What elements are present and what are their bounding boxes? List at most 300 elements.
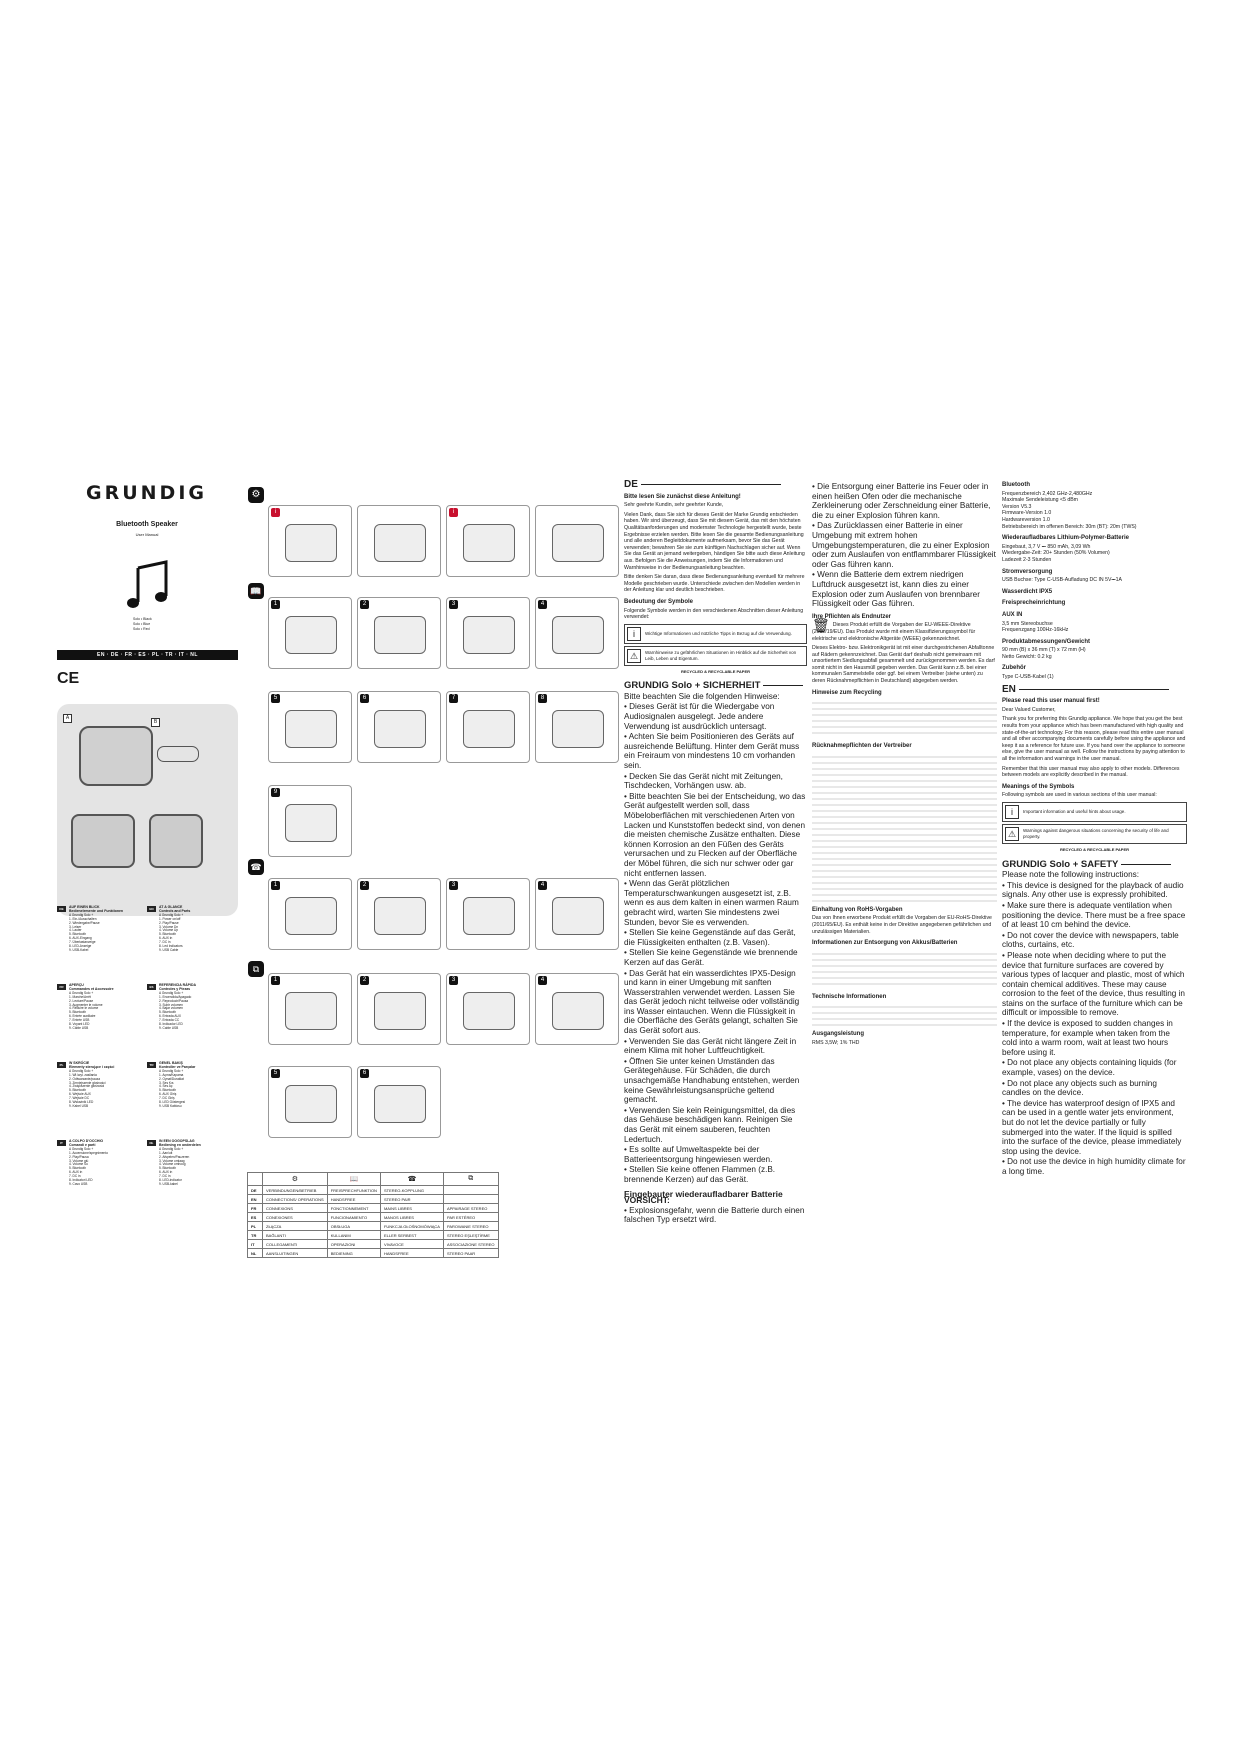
spec-aux-list — [1002, 621, 1187, 634]
en-column — [1002, 482, 1187, 1178]
speaker-illustration — [552, 710, 604, 748]
ce-mark: CE — [57, 670, 80, 687]
speaker-back-illustration — [149, 814, 203, 868]
toc-flag: ES — [147, 984, 156, 990]
conn-cell: KULLANIM — [327, 1231, 380, 1240]
toc-subtitle: Controls and Parts — [159, 908, 191, 913]
conn-row — [248, 1213, 499, 1222]
toc-item: A Grundig Solo + — [159, 990, 184, 995]
conn-cell: ZŁĄCZA — [263, 1222, 328, 1231]
product-title: Bluetooth Speaker — [116, 521, 178, 528]
toc-item: 2. Wiedergabe/Pause — [69, 920, 100, 925]
conn-lang: ES — [248, 1213, 263, 1222]
toc-item: 7. DC Giriş — [159, 1096, 175, 1101]
toc-title: AT A GLANCE — [159, 905, 183, 909]
en-intro: Thank you for preferring this Grundig appliance. We hope that you get the best results from your appliance which has been manufactured with high quality and state-of-the-art technology. For this reason, please read this entire user manual and all other accompanying documents carefully before using the appliance and keep it as a reference for future use. If you hand over the appliance to someone else, give the user manual as well. Follow the instructions by paying attention to all the information and warnings in the user manual. — [1002, 716, 1186, 762]
toc-item: A Grundig Solo + — [69, 912, 94, 917]
de-safety-item: • Bitte beachten Sie bei der Entscheidung, wo das Gerät aufgestellt werden soll, dass Möbeloberflächen mit verschiedenen Arten von Lacken und Kunststoffen bedeckt sind, von denen die meisten chemische Zusätze enthalten. Diese können Korrosion an den Füßen des Geräts verursachen und zu Flecken auf der Oberfläche der Möbel führen, die sich nur schwer oder gar nicht entfernen lassen. — [624, 791, 806, 878]
step-panel — [357, 878, 441, 950]
spec-battery-heading: Wiederaufladbares Lithium-Polymer-Batterie — [1002, 535, 1129, 542]
toc-item: 5. Bluetooth — [69, 1088, 87, 1093]
conn-cell: CONNECTIONS/ OPERATIONS — [263, 1195, 328, 1204]
toc-item: 8. Wskaźnik LED — [69, 1100, 94, 1105]
toc-item: 8. Led Indicators — [159, 944, 183, 949]
de-safety-item: • Wenn das Gerät plötzlichen Temperaturschwankungen ausgesetzt ist, z.B. wenn es aus dem kalten in einen warmen Raum gebracht wird, warten Sie mindestens zwei Stunden, bevor Sie es verwenden. — [624, 879, 799, 927]
toc-block-tr — [147, 1062, 235, 1109]
section-icon-handsfree: ☎ — [248, 859, 264, 875]
spec-dim-list — [1002, 647, 1187, 660]
step-panel — [268, 785, 352, 857]
conn-row — [248, 1249, 499, 1258]
toc-item: 6. AUX-Eingang — [69, 936, 92, 941]
connections-table — [247, 1172, 499, 1258]
step-number: 2 — [360, 881, 369, 890]
speaker-illustration — [552, 897, 604, 935]
toc-flag: PL — [57, 1062, 66, 1068]
en-safety-item: • The device has waterproof design of IPX5 and can be used in a gentle water jets environment, but do not let the device partially or fully submerged into the water. If the liquid is spilled into the surface of the device, please immediately stop using the device. — [1002, 1098, 1182, 1156]
toc-item: 9. Cavo USB — [69, 1181, 88, 1186]
speaker-illustration — [552, 992, 604, 1030]
section-icon-book: 📖 — [248, 583, 264, 599]
conn-cell: BEDIENING — [327, 1249, 380, 1258]
spec-bt-heading: Bluetooth — [1002, 482, 1030, 488]
en-warning-box: ⚠ Warnings against dangerous situations concerning the security of life and property. — [1002, 824, 1187, 844]
spec-acc-heading: Zubehör — [1002, 665, 1026, 672]
conn-cell: STEREO-KOPPLUNG — [380, 1186, 443, 1195]
de-safety-item: • Verwenden Sie das Gerät nicht längere Zeit in einem Klima mit hoher Luftfeuchtigkeit. — [624, 1036, 797, 1056]
brand-logo: GRUNDIG — [86, 482, 207, 504]
de-duties-heading: Ihre Pflichten als Endnutzer — [812, 613, 892, 620]
toc-item: 1. Aan/uit — [159, 1150, 173, 1155]
spec-bt-list — [1002, 491, 1187, 531]
en-recycled-badge: RECYCLED & RECYCLABLE PAPER — [1059, 846, 1130, 852]
toc-item: 9. Kabel USB — [69, 1103, 89, 1108]
conn-lang: PL — [248, 1222, 263, 1231]
step-panel — [535, 878, 619, 950]
toc-item: 5. Bluetooth — [159, 1166, 177, 1171]
de-lang-header: DE — [624, 482, 807, 489]
step-number: 8 — [538, 694, 547, 703]
conn-row — [248, 1231, 499, 1240]
toc-item: 5. Bluetooth — [159, 1088, 177, 1093]
conn-cell: CONEXIONES — [263, 1213, 328, 1222]
toc-item: 3. Subir volumen — [159, 1002, 183, 1007]
de-intro: Vielen Dank, dass Sie sich für dieses Gerät der Marke Grundig entschieden haben. Wir sind überzeugt, dass Sie mit diesem Gerät, das mit den höchsten Qualitätsanforderungen und modernster Technologie hergestellt wurde, beste Ergebnisse erzielen werden. Bitte lesen Sie die gesamte Bedienungsanleitung und alle anderen Begleitdokumente aufmerksam, bevor Sie das Gerät verwenden; bewahren Sie sie zum künftigen Nachschlagen sicher auf. Wenn Sie das Gerät an jemand weitergeben, händigen Sie bitte auch diese Anleitung aus. Befolgen Sie die Anweisungen, indem Sie die Informationen und Warnhinweise in der Bedienungsanleitung beachten. — [624, 511, 805, 571]
toc-title: IN EEN OOGOPSLAG — [159, 1139, 195, 1143]
info-icon: i — [1005, 805, 1019, 819]
conn-cell: FONCTIONNEMENT — [327, 1204, 380, 1213]
spec-dim-item: Netto Gewicht: 0.2 kg — [1002, 653, 1052, 660]
toc-title: AUF EINEN BLICK — [69, 905, 100, 909]
step-number: 6 — [360, 694, 369, 703]
en-symbols-heading: Meanings of the Symbols — [1002, 783, 1075, 790]
language-bar: EN · DE · FR · ES · PL · TR · IT · NL — [57, 650, 238, 660]
spec-battery-list — [1002, 544, 1187, 564]
toc-item: 3. Volume giù — [69, 1158, 89, 1163]
toc-flag: EN — [147, 906, 156, 912]
de-recycling-heading: Hinweise zum Recycling — [812, 689, 882, 696]
toc-item: 1. Power on/off — [159, 916, 181, 921]
de-warning-box: ⚠ Warnhinweise zu gefährlichen Situationen im Hinblick auf die Sicherheit von Leib, Leben und Eigentum. — [624, 646, 807, 666]
step-number: 2 — [360, 600, 369, 609]
toc-item: 8. LED-Anzeige — [69, 944, 92, 949]
warning-icon: ⚠ — [627, 649, 641, 663]
toc-item: A Grundig Solo + — [159, 1068, 184, 1073]
step-panel — [535, 973, 619, 1045]
manual-label: User Manual — [135, 532, 159, 537]
toc-subtitle: Bediening en onderdelen — [159, 1142, 201, 1147]
color-variants — [133, 617, 152, 632]
step-number: 1 — [271, 976, 280, 985]
conn-cell: MAINS LIBRES — [380, 1204, 443, 1213]
toc-item: 6. AUX in — [159, 936, 173, 941]
de-safety-item: • Das Gerät hat ein wasserdichtes IPX5-Design und kann in einer Umgebung mit sanften Wasserstrahlen verwendet werden. Lassen Sie das Gerät jedoch nicht teilweise oder vollständig ins Wasser eintauchen. Wenn die Flüssigkeit in die Oberfläche des Geräts gelangt, schalten Sie das Gerät sofort aus. — [624, 968, 800, 1036]
conn-row — [248, 1195, 499, 1204]
toc-item: 9. USB Kablosu — [159, 1103, 182, 1108]
section-icon-stereo: ⧉ — [248, 961, 264, 977]
step-panel — [446, 505, 530, 577]
toc-item: 5. Bluetooth — [69, 1010, 87, 1015]
toc-item: 3. Augmenter le volume — [69, 1002, 103, 1007]
toc-subtitle: Kontroller ve Parçalar — [159, 1064, 196, 1069]
toc-item: 8. LED-indicator — [159, 1178, 182, 1183]
color-black: Solo • Black — [133, 617, 152, 621]
spec-acc: Type C-USB-Kabel (1) — [1002, 674, 1054, 681]
conn-row — [248, 1222, 499, 1231]
de-column-2 — [812, 482, 997, 1050]
toc-item: 4. Bajar volumen — [159, 1006, 183, 1011]
speaker-illustration — [374, 897, 426, 935]
step-number: 7 — [449, 694, 458, 703]
step-panel — [268, 878, 352, 950]
de-weee2: Dieses Elektro- bzw. Elektronikgerät ist mit einer durchgestrichenen Abfalltonne auf Rädern gekennzeichnet. Das Gerät darf deshalb nicht gemeinsam mit unsortiertem Siedlungsabfall gesammelt und zurückgenommen werden. Es darf somit nicht in den Hausmüll gegeben werden. Das Gerät kann z.B. bei einer kommunalen Sammelstelle oder ggf. bei einem Vertreiber (siehe unten) zu deren Rücknahmepflichten in Deutschland) abgegeben werden. — [812, 645, 995, 685]
step-panel — [357, 505, 441, 577]
spec-bt-item: Version V5.3 — [1002, 503, 1032, 510]
toc-item: 8. Voyant LED — [69, 1022, 90, 1027]
speaker-illustration — [374, 992, 426, 1030]
toc-item: 4. Volume Up — [159, 928, 179, 933]
toc-subtitle: Elementy sterujące i części — [69, 1064, 115, 1069]
toc-item: 6. AUX in — [69, 1170, 83, 1175]
de-safety-list: Bitte beachten Sie die folgenden Hinweise: • Dieses Gerät ist für die Wiedergabe von Audiosignalen ausgelegt. Jede andere Verwendung ist ausdrücklich untersagt. • Achten Sie beim Positionieren des Geräts auf ausreichende Belüftung. Hinter dem Gerät muss ein Freiraum von mindestens 10 cm vorhanden sein. • Decken Sie das Gerät nicht mit Zeitungen, Tischdecken, Vorhängen usw. ab. • Bitte beachten Sie bei der Entscheidung, wo das Gerät aufgestellt werden soll, dass Möbeloberflächen mit verschiedenen Arten von Lacken und Kunststoffen bedeckt sind, von denen die meisten chemische Zusätze enthalten. Diese können Korrosion an den Füßen des Geräts verursachen und zu Flecken auf der Oberfläche der Möbel führen, die sich nur schwer oder gar nicht entfernen lassen. • Wenn das Gerät plötzlichen Temperaturschwankungen ausgesetzt ist, z.B. wenn es aus dem kalten in einen warmen Raum gebracht wird, warten Sie mindestens zwei Stunden, bevor Sie es verwenden. • Stellen Sie keine Gegenstände auf das Gerät, die Flüssigkeiten enthalten (z.B. Vasen). • Stellen Sie keine Gegenstände wie brennende Kerzen auf das Gerät. • Das Gerät hat ein wasserdichtes IPX5-Design und kann in einer Umgebung mit sanften Wasserstrahlen verwendet werden. Lassen Sie das Gerät jedoch nicht teilweise oder vollständig ins Wasser eintauchen. Wenn die Flüssigkeit in die Oberfläche des Geräts gelangt, schalten Sie das Gerät sofort aus. • Verwenden Sie das Gerät nicht längere Zeit in einem Klima mit hoher Luftfeuchtigkeit. • Öffnen Sie unter keinen Umständen das Gerätegehäuse. Für Schäden, die durch unsachgemäße Handhabung entstehen, werden keine Gewährleistungsansprüche geltend gemacht. • Verwenden Sie kein Reinigungsmittel, da dies das Gehäuse beschädigen kann. Reinigen Sie das Gerät mit einem sauberen, feuchten Ledertuch. • Es sollte auf Umweltaspekte bei der Batterieentsorgung hingewiesen werden. • Stellen Sie keine offenen Flammen (z.B. brennende Kerzen) auf das Gerät. — [624, 691, 806, 1184]
conn-cell: OBSŁUGA — [327, 1222, 380, 1231]
step-number: 4 — [538, 600, 547, 609]
toc-item: 4. Volume omhoog — [159, 1162, 186, 1167]
toc-item: 6. Entrée auxiliaire — [69, 1014, 96, 1019]
weee-bin-icon: 🗑 — [812, 617, 830, 634]
spec-dim-heading: Produktabmessungen/Gewicht — [1002, 638, 1091, 645]
toc-block-de — [57, 906, 145, 953]
toc-item: 8. Indicador LED — [159, 1022, 183, 1027]
info-icon: i — [627, 627, 641, 641]
de-safety-item: • Stellen Sie keine offenen Flammen (z.B. brennende Kerzen) auf das Gerät. — [624, 1165, 776, 1184]
step-panel — [535, 597, 619, 669]
step-panel — [357, 597, 441, 669]
speaker-illustration — [285, 1085, 337, 1123]
speaker-illustration — [79, 726, 153, 786]
spec-bt-item: Maximale Sendeleistung <5 dBm — [1002, 497, 1078, 504]
en-safety-item: • Do not place any objects containing liquids (for example, vases) on the device. — [1002, 1058, 1177, 1078]
toc-item: 3. Volume Dn — [159, 924, 179, 929]
toc-item: 4. Zwiększenie głośności — [69, 1084, 105, 1089]
toc-item: 7. Wejście DC — [69, 1096, 90, 1101]
step-number: 1 — [271, 881, 280, 890]
step-number: 9 — [271, 788, 280, 797]
spec-bt-item: Firmware-Version 1.0 — [1002, 510, 1052, 517]
conn-cell: MANOS LIBRES — [380, 1213, 443, 1222]
de-symbols-heading: Bedeutung der Symbole — [624, 598, 694, 605]
toc-block-pl — [57, 1062, 145, 1109]
speaker-illustration — [463, 616, 515, 654]
toc-subtitle: Commandes et Accessoire — [69, 986, 114, 991]
toc-title: REFERENCIA RÁPIDA — [159, 983, 197, 987]
toc-subtitle: Comandi e parti — [69, 1142, 96, 1147]
section-icon-settings: ⚙ — [248, 487, 264, 503]
step-number: i — [271, 508, 280, 517]
toc-item: 6. Entrada AUX — [159, 1014, 181, 1019]
toc-title: A COLPO D'OCCHIO — [69, 1139, 104, 1143]
toc-item: 2. Reproducir/Pausa — [159, 998, 189, 1003]
step-panel — [268, 973, 352, 1045]
speaker-illustration — [285, 897, 337, 935]
en-safety-item: • Please note when deciding where to put the device that furniture surfaces are covered by various types of lacquer and plastic, most of which contain chemical additives. These may cause corrosion to the feet of the device, thus resulting in stains on the surface of the furniture which can be difficult or impossible to remove. — [1002, 950, 1185, 1018]
speaker-illustration — [463, 897, 515, 935]
toc-item: 2. Afspelen/Pauzeren — [159, 1154, 190, 1159]
step-panel — [446, 691, 530, 763]
toc-item: 7. Entrée USB — [69, 1018, 90, 1023]
step-number: 4 — [538, 976, 547, 985]
step-panel — [268, 505, 352, 577]
step-panel — [357, 1066, 441, 1138]
de-battinfo-text — [812, 949, 997, 989]
toc-item: 4. Réduire le volume — [69, 1006, 99, 1011]
en-symbols-intro: Following symbols are used in various sections of this user manual: — [1002, 792, 1157, 799]
toc-item: 5. Bluetooth — [159, 932, 177, 937]
speaker-illustration — [463, 710, 515, 748]
step-number: 3 — [449, 881, 458, 890]
de-safety-item: • Es sollte auf Umweltaspekte bei der Batterieentsorgung hingewiesen werden. — [624, 1145, 773, 1164]
toc-item: 5. Bluetooth — [159, 1010, 177, 1015]
de-battery-rest: • Die Entsorgung einer Batterie ins Feuer oder in einen heißen Ofen oder die mechanische Zerkleinerung oder Zerschneidung einer Batterie, die zu einer Explosion führen kann. • Das Zurücklassen einer Batterie in einer Umgebung mit extrem hohen Umgebungstemperaturen, die zu einer Explosion oder zum Auslaufen von entflammbarer Flüssigkeit oder Gas führen kann. • Wenn die Batterie dem extrem niedrigen Luftdruck ausgesetzt ist, kann dies zu einer Explosion oder zum Auslaufen von brennbarer Flüssigkeit oder Gas führen. — [812, 482, 996, 609]
de-battery-heading: Eingebauter wiederaufladbarer Batterie VORSICHT: — [624, 1188, 783, 1206]
en-greet: Dear Valued Customer, — [1002, 706, 1056, 713]
de-safety-item: • Verwenden Sie kein Reinigungsmittel, da dies das Gehäuse beschädigen kann. Reinigen Sie das Gerät mit einem sauberen, feuchten Ledertuch. — [624, 1105, 796, 1144]
spec-bt-item: Frequenzbereich 2,402 GHz-2,480GHz — [1002, 490, 1093, 497]
spec-aux-item: 3,5 mm Stereobuchse — [1002, 620, 1053, 627]
spec-aux-item: Frequenzgang 100Hz-16kHz — [1002, 627, 1069, 634]
step-number: 4 — [538, 881, 547, 890]
de-intro2: Bitte denken Sie daran, dass diese Bedienungsanleitung eventuell für mehrere Modelle geschrieben wurde. Unterschiede zwischen den Modellen werden in der Anleitung klar und deutlich beschrieben. — [624, 574, 805, 594]
toc-item: 3. Ses Kıs — [159, 1080, 174, 1085]
toc-subtitle: Bedienelemente und Funktionen — [69, 908, 124, 913]
en-safety-item: • If the device is exposed to sudden changes in temperature, for example when taken from the cold into a warm room, wait at least two hours before using it. — [1002, 1019, 1173, 1057]
toc-item: 8. Indicatori LED — [69, 1178, 93, 1183]
toc-item: 4. Lauter — [69, 928, 82, 933]
conn-cell: BAĞLANTI — [263, 1231, 328, 1240]
conn-cell: STEREO PAIR — [380, 1195, 443, 1204]
toc-item: 4. Ses Aç — [159, 1084, 173, 1089]
toc-item: 6. Wejście AUX — [69, 1092, 91, 1097]
conn-cell: VIVAVOCE — [380, 1240, 443, 1249]
spec-battery-item: Ladezeit 2-3 Stunden — [1002, 556, 1052, 563]
conn-cell: ASSOCIAZIONE STEREO — [443, 1240, 498, 1249]
speaker-illustration — [552, 616, 604, 654]
toc-item: 9. Cable USB — [159, 1025, 179, 1030]
conn-lang: EN — [248, 1195, 263, 1204]
de-rohs: Das von Ihnen erworbene Produkt erfüllt die Vorgaben der EU-RoHS-Direktive (2011/65/EU). Es enthält keine in der Direktive angegebenen gefährlichen und unzulässigen Materialien. — [812, 915, 992, 935]
toc-item: 4. Volume Su — [69, 1162, 88, 1167]
de-safety-item: • Stellen Sie keine Gegenstände auf das Gerät, die Flüssigkeiten enthalten (z.B. Vasen). — [624, 928, 796, 947]
toc-item: 9. USB Cable — [159, 947, 179, 952]
conn-cell: COLLEGAMENTI — [263, 1240, 328, 1249]
de-battery-1: • Explosionsgefahr, wenn die Batterie durch einen falschen Typ ersetzt wird. — [624, 1205, 805, 1225]
spec-power: USB Buchse: Type C-USB-Aufladung DC IN 5V⎓1A — [1002, 577, 1122, 584]
toc-block-fr — [57, 984, 145, 1031]
toc-item: 9. USB-kabel — [159, 1181, 178, 1186]
spec-aux-heading: AUX IN — [1002, 611, 1023, 618]
de-recycled-badge: RECYCLED & RECYCLABLE PAPER — [680, 668, 751, 674]
de-safety-item: • Stellen Sie keine Gegenstände wie brennende Kerzen auf das Gerät. — [624, 948, 798, 967]
photo-label-a: A — [63, 714, 72, 723]
conn-row — [248, 1240, 499, 1249]
step-number: 3 — [449, 976, 458, 985]
toc-item: 5. Bluetooth — [69, 932, 87, 937]
speaker-illustration — [463, 524, 515, 562]
speaker-illustration — [285, 992, 337, 1030]
conn-cell: OPERAZIONI — [327, 1240, 380, 1249]
en-safety-item: • This device is designed for the playback of audio signals. Any other use is expressly prohibited. — [1002, 880, 1184, 900]
toc-item: A Grundig Solo + — [69, 990, 94, 995]
conn-cell: STEREO PAAR — [443, 1249, 498, 1258]
conn-cell — [443, 1186, 498, 1195]
en-safety-item: • Do not cover the device with newspapers, table cloths, curtains, etc. — [1002, 930, 1179, 950]
de-safety-item: • Decken Sie das Gerät nicht mit Zeitungen, Tischdecken, Vorhängen usw. ab. — [624, 771, 783, 791]
step-panel — [268, 597, 352, 669]
speaker-illustration — [285, 524, 337, 562]
step-number: i — [449, 508, 458, 517]
product-photo-panel — [57, 704, 238, 916]
color-red: Solo • Red — [133, 627, 150, 631]
en-intro2: Remember that this user manual may also apply to other models. Differences between models are explicitly described in the manual. — [1002, 765, 1180, 779]
spec-battery-item: Eingebaut, 3,7 V ⎓ 850 mAh, 3,09 Wh — [1002, 543, 1091, 550]
de-tech-heading: Technische Informationen — [812, 993, 887, 1000]
conn-cell: HANDSFREE — [380, 1249, 443, 1258]
usb-cable-illustration — [157, 746, 199, 762]
conn-cell — [443, 1195, 498, 1204]
en-safety-list: Please note the following instructions: • This device is designed for the playback of audio signals. Any other use is expressly prohibited. • Make sure there is adequate ventilation when positioning the device. There must be a free space of at least 10 cm behind the device. • Do not cover the device with newspapers, table cloths, curtains, etc. • Please note when deciding where to put the device that furniture surfaces are covered by various types of lacquer and plastic, most of which contain chemical additives. These may cause corrosion to the feet of the device, thus resulting in stains on the surface of the furniture which can be difficult or impossible to remove. • If the device is exposed to sudden changes in temperature, for example when taken from the cold into a warm room, wait at least two hours before using it. • Do not place any objects containing liquids (for example, vases) on the device. • Do not place any objects such as burning candles on the device. • The device has waterproof design of IPX5 and can be used in a gentle water jets environment, but do not let the device partially or fully submerged into the water. If the liquid is spilled into the surface of the device, please immediately stop using the device. • Do not use the device in high humidity climate for a long time. — [1002, 870, 1186, 1176]
step-panel — [535, 505, 619, 577]
step-panel — [268, 1066, 352, 1138]
toc-item: A Grundig Solo + — [69, 1146, 94, 1151]
toc-item: 9. USB-Kabel — [69, 947, 89, 952]
toc-subtitle: Controles y Piezas — [159, 986, 191, 991]
toc-block-it — [57, 1140, 145, 1187]
step-panel — [446, 973, 530, 1045]
conn-lang: NL — [248, 1249, 263, 1258]
step-panel — [357, 691, 441, 763]
color-blue: Solo • Blue — [133, 622, 151, 626]
conn-cell: FUNCIONAMIENTO — [327, 1213, 380, 1222]
toc-item: 7. Entrada CC — [159, 1018, 180, 1023]
conn-header-row — [248, 1173, 499, 1186]
de-safety-item: • Öffnen Sie unter keinen Umständen das Gerätegehäuse. Für Schäden, die durch unsachgemäße Handhabung entstehen, werden keine Gewährleistungsansprüche geltend gemacht. — [624, 1056, 800, 1105]
de-safety-item: • Dieses Gerät ist für die Wiedergabe von Audiosignalen ausgelegt. Jede andere Verwendung ist ausdrücklich untersagt. — [624, 702, 775, 731]
de-takeback-heading: Rücknahmepflichten der Vertreiber — [812, 743, 912, 750]
conn-header-icon: ⚙ — [263, 1173, 328, 1186]
conn-cell: ELLER SERBEST — [380, 1231, 443, 1240]
de-rohs-heading: Einhaltung von RoHS-Vorgaben — [812, 906, 903, 913]
speaker-illustration — [285, 710, 337, 748]
en-safety-item: • Make sure there is adequate ventilation when positioning the device. There must be a free space of at least 10 cm behind the device. — [1002, 900, 1186, 930]
conn-lang: IT — [248, 1240, 263, 1249]
toc-item: 1. Ein-/Ausschalten — [69, 916, 97, 921]
spec-dim-item: 90 mm (B) x 36 mm (T) x 72 mm (H) — [1002, 647, 1086, 654]
toc-item: 2. Play/Pause — [159, 920, 179, 925]
conn-cell: FREISPRECHFUNKTION — [327, 1186, 380, 1195]
music-note-icon — [126, 560, 170, 615]
step-number: 2 — [360, 976, 369, 985]
speaker-top-illustration — [71, 814, 135, 868]
en-safety-item: • Do not use the device in high humidity climate for a long time. — [1002, 1157, 1186, 1176]
toc-item: 7. DC in — [69, 1174, 81, 1179]
warning-icon: ⚠ — [1005, 827, 1019, 841]
en-read-heading: Please read this user manual first! — [1002, 698, 1100, 705]
de-info-box: i Wichtige Informationen und nützliche Tipps in Bezug auf die Verwendung. — [624, 624, 807, 644]
toc-block-en — [147, 906, 235, 953]
de-safety-item: • Achten Sie beim Positionieren des Geräts auf ausreichende Belüftung. Hinter dem Gerät muss ein Freiraum von mindestens 10 cm vorhanden sein. — [624, 732, 800, 771]
toc-flag: DE — [57, 906, 66, 912]
en-safety-heading: GRUNDIG Solo + SAFETY — [1002, 862, 1187, 869]
toc-flag: IT — [57, 1140, 66, 1146]
speaker-illustration — [552, 524, 604, 562]
de-output: RMS 3,5W; 1% THD — [812, 1040, 860, 1046]
conn-cell: VERBINDUNGEN/BETRIEB — [263, 1186, 328, 1195]
toc-block-nl — [147, 1140, 235, 1187]
toc-item: 3. Zmniejszenie głośności — [69, 1080, 106, 1085]
spec-hf-heading: Freisprecheinrichtung — [1002, 600, 1066, 607]
toc-item: A Grundig Solo + — [159, 912, 184, 917]
toc-item: 1. Açma/Kapama — [159, 1072, 184, 1077]
step-panel — [357, 973, 441, 1045]
step-number: 5 — [271, 694, 280, 703]
toc-item: 5. Bluetooth — [69, 1166, 87, 1171]
de-symbols-intro: Folgende Symbole werden in den verschiedenen Abschnitten dieser Anleitung verwendet: — [624, 607, 804, 621]
toc-item: 9. Câble USB — [69, 1025, 89, 1030]
speaker-illustration — [285, 804, 337, 842]
conn-lang: DE — [248, 1186, 263, 1195]
speaker-illustration — [463, 992, 515, 1030]
conn-row — [248, 1204, 499, 1213]
en-info-box: i Important information and useful hints about usage. — [1002, 802, 1187, 822]
de-takeback-text — [812, 752, 997, 902]
conn-cell: CONNEXIONS — [263, 1204, 328, 1213]
de-column-1 — [624, 479, 807, 1226]
toc-title: GENEL BAKIŞ — [159, 1061, 183, 1065]
toc-item: 1. Accensione/spegnimento — [69, 1150, 108, 1155]
en-safety-item: • Do not place any objects such as burning candles on the device. — [1002, 1078, 1157, 1098]
step-number: 3 — [449, 600, 458, 609]
de-output-heading: Ausgangsleistung — [812, 1031, 865, 1038]
toc-item: 1. Encendido/Apagado — [159, 994, 192, 999]
spec-ipx-heading: Wasserdicht IPX5 — [1002, 588, 1053, 595]
de-recycling-text — [812, 698, 997, 738]
conn-cell: APPAIRAGE STEREO — [443, 1204, 498, 1213]
toc-item: 3. Volume omlaag — [159, 1158, 185, 1163]
spec-battery-item: Wiedergabe-Zeit: 20+ Stunden (50% Volumen) — [1002, 550, 1110, 557]
conn-header-icon: ☎ — [380, 1173, 443, 1186]
conn-row — [248, 1186, 499, 1195]
toc-block-es — [147, 984, 235, 1031]
